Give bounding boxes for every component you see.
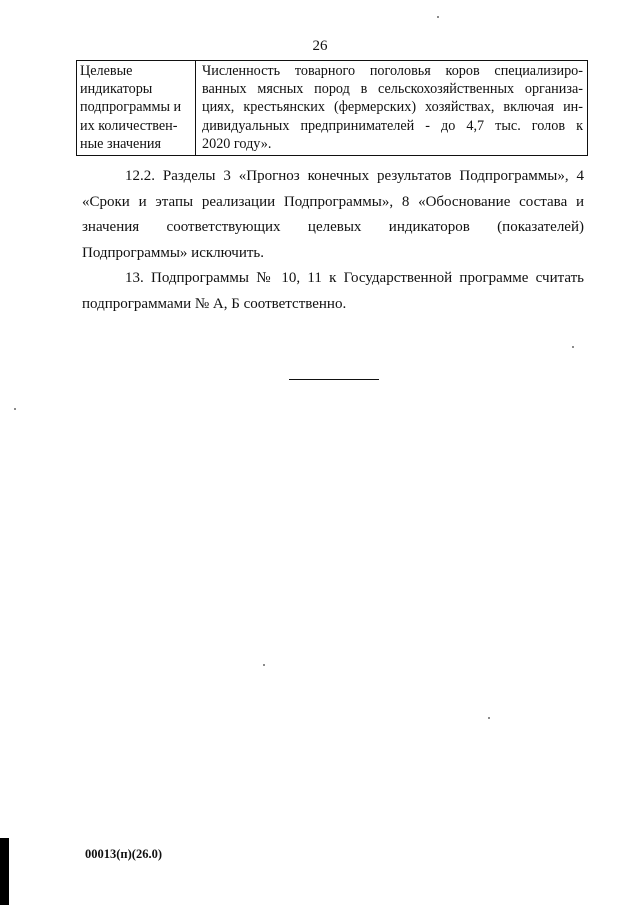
value-line: Численность товарного поголовья коров специализиро- [202,63,583,79]
paragraph-13: 13. Подпрограммы № 10, 11 к Государственной программе считать подпрограммами № А, Б соответственно. [82,270,584,312]
label-line: их количествен- [80,117,178,134]
indicator-table [76,60,588,156]
scan-speck [437,16,439,18]
scan-speck [263,664,265,666]
label-line: Целевые [80,63,133,79]
table-row [77,61,588,156]
scan-speck [488,717,490,719]
page-number: 26 [312,38,328,54]
label-line: ные значения [80,135,162,152]
label-line: индикаторы [80,81,153,98]
table-label-cell [77,61,196,156]
section-separator [289,379,379,380]
value-line: циях, крестьянских (фермерских) хозяйствах, включая ин- [202,99,583,116]
value-line: дивидуальных предпринимателей - до 4,7 тыс. голов к [202,117,583,134]
table-value-cell [196,61,588,156]
value-line: 2020 году». [202,135,272,152]
scan-speck [14,408,16,410]
value-line: ванных мясных пород в сельскохозяйственных организа- [202,81,583,98]
label-line: подпрограммы и [80,99,182,116]
scan-speck [572,346,574,348]
paragraph-12-2: 12.2. Разделы 3 «Прогноз конечных результатов Подпрограммы», 4 «Сроки и этапы реализации Подпрограммы», 8 «Обоснование состава и значения соответствующих целевых индикаторов (показателей) Подпрограммы» исключить. [82,168,584,261]
scan-binding-mark [0,838,9,905]
document-code: 00013(п)(26.0) [85,847,162,861]
